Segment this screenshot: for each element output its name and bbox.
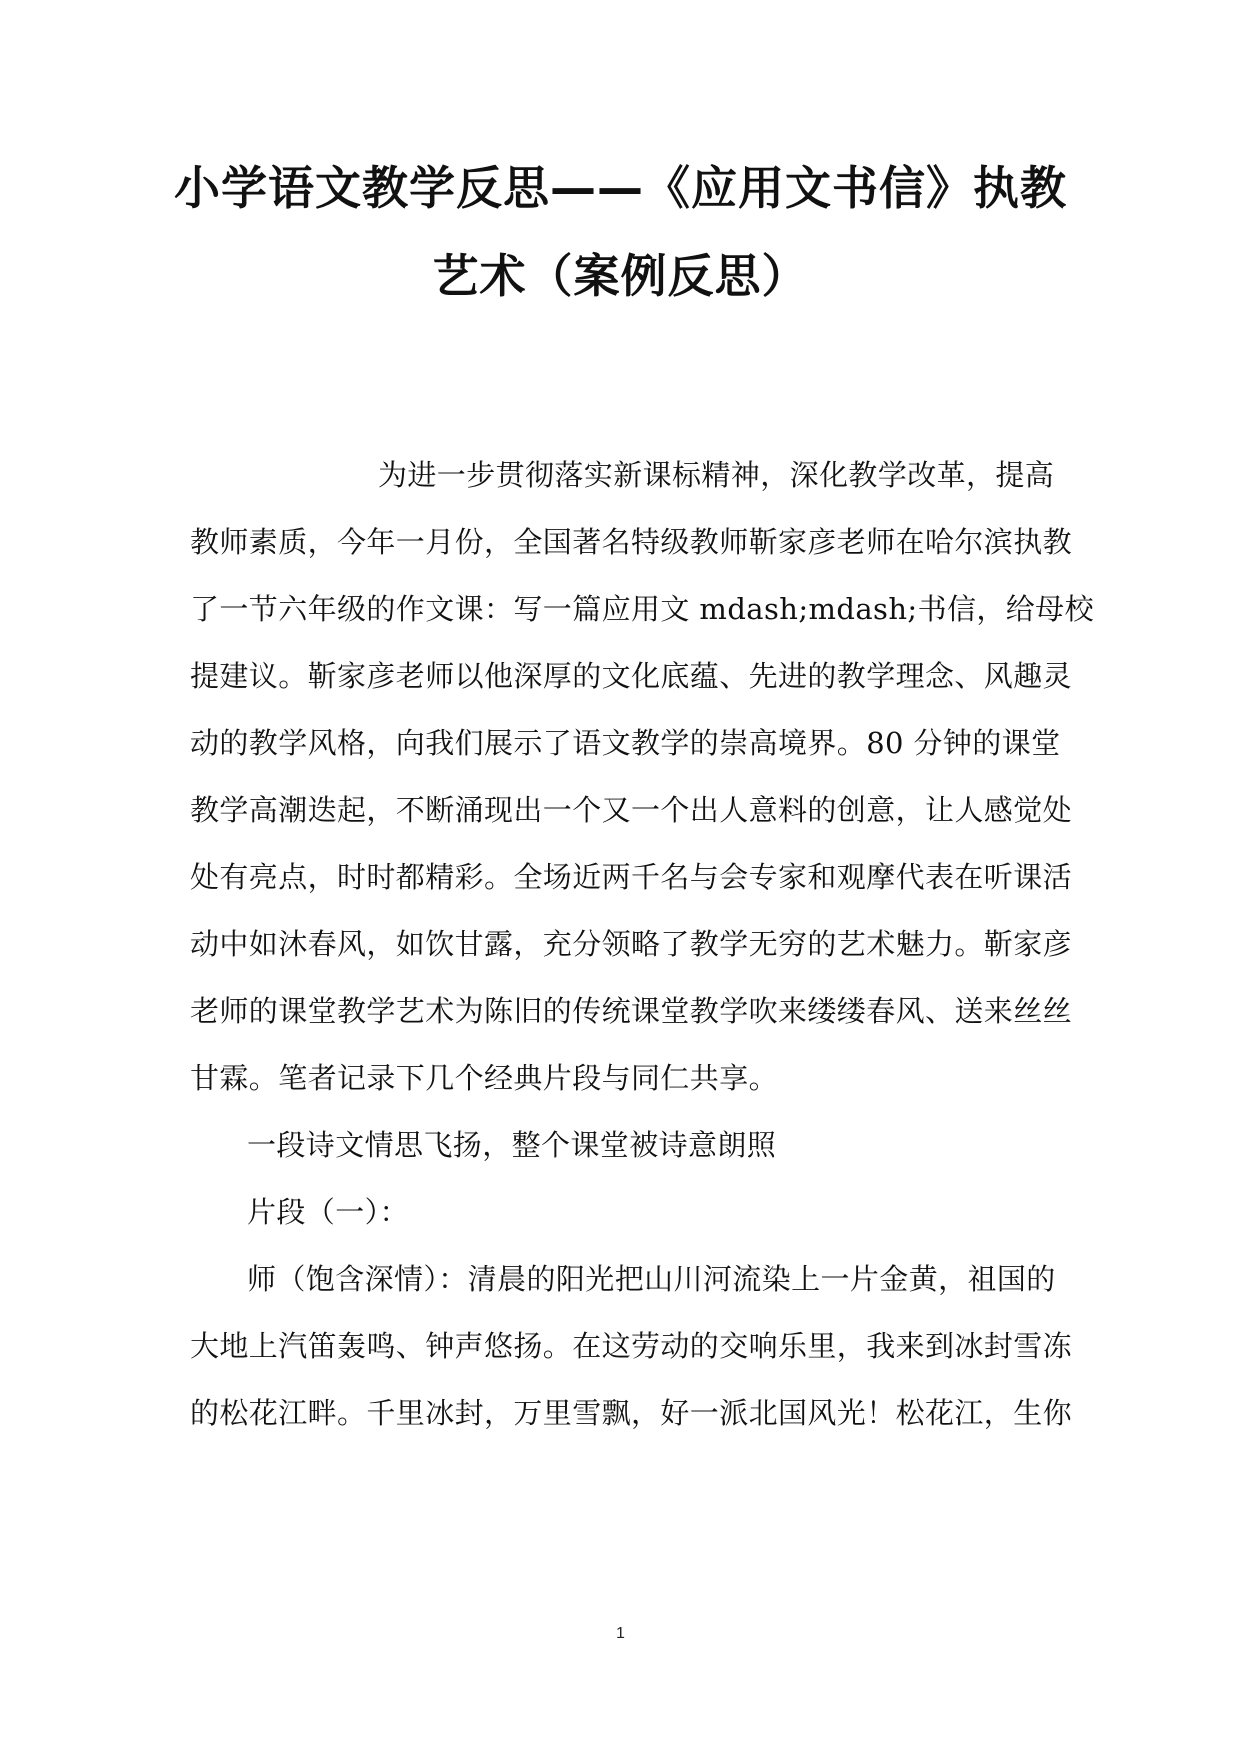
paragraph-1-line-4: 提建议。靳家彦老师以他深厚的文化底蕴、先进的教学理念、风趣灵 xyxy=(190,659,1073,693)
fragment-label: 片段（一）： xyxy=(247,1195,409,1229)
paragraph-2-line-2: 大地上汽笛轰鸣、钟声悠扬。在这劳动的交响乐里，我来到冰封雪冻 xyxy=(190,1329,1073,1363)
paragraph-1-line-2: 教师素质，今年一月份，全国著名特级教师靳家彦老师在哈尔滨执教 xyxy=(190,525,1073,559)
paragraph-1-line-6: 教学高潮迭起，不断涌现出一个又一个出人意料的创意，让人感觉处 xyxy=(190,793,1073,827)
document-title-line-1: 小学语文教学反思——《应用文书信》执教 xyxy=(174,161,1067,215)
paragraph-1-line-9: 老师的课堂教学艺术为陈旧的传统课堂教学吹来缕缕春风、送来丝丝 xyxy=(190,994,1073,1028)
page-number: 1 xyxy=(616,1625,625,1642)
paragraph-1-line-5: 动的教学风格，向我们展示了语文教学的崇高境界。80 分钟的课堂 xyxy=(190,726,1061,760)
paragraph-1-line-3: 了一节六年级的作文课：写一篇应用文 mdash;mdash;书信，给母校 xyxy=(190,592,1094,626)
document-title-line-2: 艺术（案例反思） xyxy=(432,249,809,303)
paragraph-1-line-7: 处有亮点，时时都精彩。全场近两千名与会专家和观摩代表在听课活 xyxy=(190,860,1073,894)
section-heading: 一段诗文情思飞扬，整个课堂被诗意朗照 xyxy=(247,1128,777,1162)
paragraph-2-line-1: 师（饱含深情）：清晨的阳光把山川河流染上一片金黄，祖国的 xyxy=(247,1262,1056,1296)
paragraph-1-line-1: 为进一步贯彻落实新课标精神，深化教学改革，提高 xyxy=(378,458,1055,492)
paragraph-2-line-3: 的松花江畔。千里冰封，万里雪飘，好一派北国风光！松花江，生你 xyxy=(190,1396,1073,1430)
paragraph-1-line-10: 甘霖。笔者记录下几个经典片段与同仁共享。 xyxy=(190,1061,779,1095)
paragraph-1-line-8: 动中如沐春风，如饮甘露，充分领略了教学无穷的艺术魅力。靳家彦 xyxy=(190,927,1073,961)
